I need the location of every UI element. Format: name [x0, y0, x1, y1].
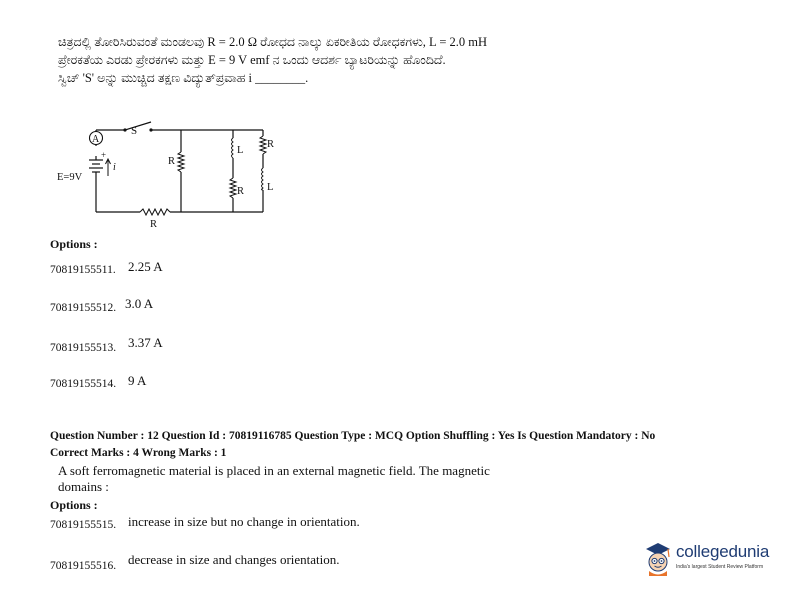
resistor-branch-3-label: R	[267, 139, 275, 150]
question-text-line-2: domains :	[58, 479, 109, 494]
resistor-bottom	[140, 209, 170, 215]
option-text[interactable]: 9 A	[128, 373, 147, 388]
resistor-branch-1-label: R	[168, 156, 176, 167]
options-heading-1: Options :	[50, 237, 98, 251]
inductor-branch-2	[232, 138, 234, 158]
option-id: 70819155512.	[50, 302, 117, 314]
option-id: 70819155511.	[50, 264, 116, 276]
current-label: i	[113, 162, 116, 173]
battery-plus-label: +	[101, 150, 107, 160]
question-text-line-1: ಚಿತ್ರದಲ್ಲಿ ತೋರಿಸಿರುವಂತೆ ಮಂಡಲವು R = 2.0 Ω ರೋಧದ ನಾಲ್ಕು ಏಕರೀತಿಯ ರೋಧಕಗಳು, L = 2.0 mH	[58, 35, 488, 49]
battery-symbol	[89, 160, 103, 176]
battery-emf-label: E=9V	[57, 172, 83, 183]
option-id: 70819155514.	[50, 378, 117, 390]
option-text[interactable]: 3.0 A	[125, 296, 154, 311]
brand-tagline: India's largest Student Review Platform	[676, 564, 764, 570]
question-meta-line-1: Question Number : 12 Question Id : 70819116785 Question Type : MCQ Option Shuffling : Yes Is Question Mandatory : No	[50, 430, 656, 442]
option-text[interactable]: 3.37 A	[128, 335, 163, 350]
resistor-bottom-label: R	[150, 219, 158, 230]
resistor-branch-2-label: R	[237, 186, 245, 197]
inductor-branch-3-label: L	[267, 182, 274, 193]
question-text-line-3: ಸ್ವಿಚ್ 'S' ಅನ್ನು ಮುಚ್ಚಿದ ತಕ್ಷಣ ವಿದ್ಯುತ್‌ಪ್ರವಾಹ i ________.	[58, 71, 309, 85]
brand-name: collegedunia	[676, 542, 770, 561]
resistor-branch-1	[178, 152, 184, 172]
resistor-branch-3	[260, 136, 266, 154]
mascot-icon	[642, 540, 674, 580]
inductor-branch-2-label: L	[237, 145, 244, 156]
option-text[interactable]: increase in size but no change in orientation.	[128, 514, 360, 529]
question-text-line-1: A soft ferromagnetic material is placed in an external magnetic field. The magnetic	[58, 463, 490, 478]
inductor-branch-3	[262, 168, 264, 190]
switch-symbol	[149, 128, 152, 131]
resistor-branch-2	[230, 178, 236, 198]
ammeter-label: A	[92, 134, 100, 145]
circuit-diagram	[55, 120, 295, 232]
option-id: 70819155516.	[50, 560, 117, 572]
current-arrow	[106, 159, 111, 176]
option-id: 70819155515.	[50, 519, 117, 531]
option-id: 70819155513.	[50, 342, 117, 354]
question-text-line-2: ಪ್ರೇರಕತೆಯ ಎರಡು ಪ್ರೇರಕಗಳು ಮತ್ತು E = 9 V emf ನ ಒಂದು ಆದರ್ಶ ಬ್ಯಾಟರಿಯನ್ನು ಹೊಂದಿದೆ.	[58, 53, 446, 67]
collegedunia-logo[interactable]	[642, 540, 782, 582]
options-heading-2: Options :	[50, 498, 98, 512]
switch-label: S	[131, 125, 138, 137]
option-text[interactable]: 2.25 A	[128, 259, 163, 274]
question-meta-line-2: Correct Marks : 4 Wrong Marks : 1	[50, 447, 227, 459]
option-text[interactable]: decrease in size and changes orientation.	[128, 552, 340, 567]
